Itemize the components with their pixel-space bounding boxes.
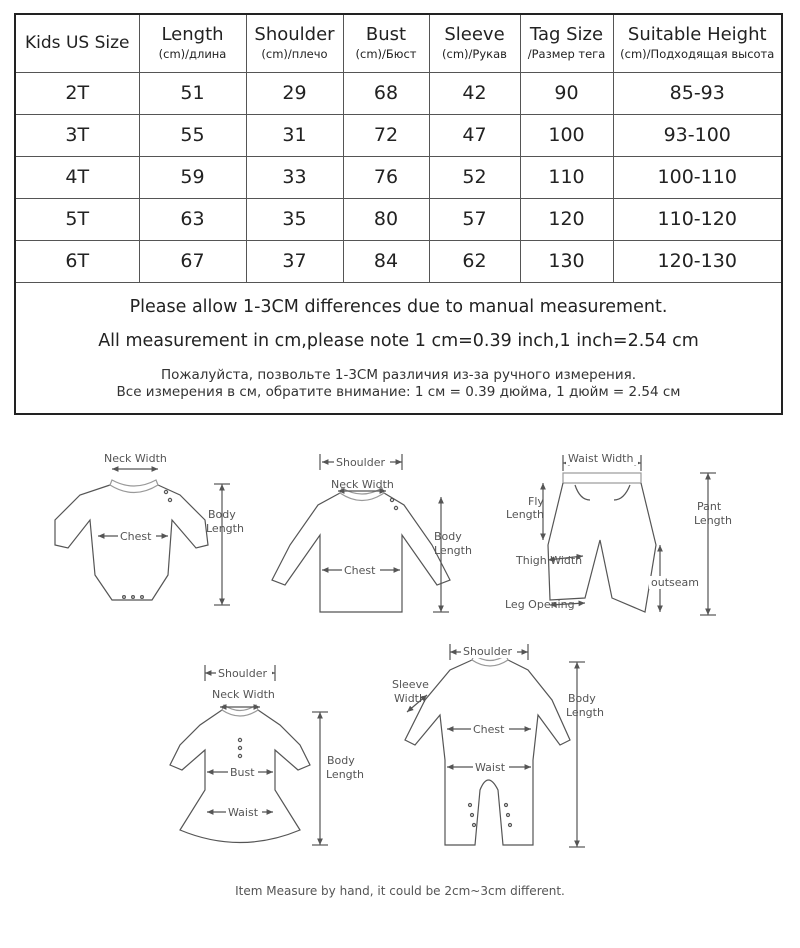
table-cell: 6T bbox=[16, 240, 139, 282]
size-table bbox=[16, 15, 781, 283]
table-cell: 130 bbox=[520, 240, 613, 282]
label-waist: Waist bbox=[475, 761, 506, 774]
label-shoulder: Shoulder bbox=[463, 645, 512, 658]
label-waist: Waist bbox=[228, 806, 259, 819]
label-neck-width: Neck Width bbox=[104, 452, 167, 465]
table-cell: 2T bbox=[16, 72, 139, 114]
table-cell: 72 bbox=[343, 114, 429, 156]
pants-outline bbox=[548, 483, 656, 612]
note-russian-1: Пожалуйста, позвольте 1-3CM различия из-за ручного измерения. bbox=[160, 367, 637, 383]
label-bust: Bust bbox=[230, 766, 255, 779]
label-neck-width: Neck Width bbox=[331, 478, 394, 491]
note-english-2: All measurement in cm,please note 1 cm=0.39 inch,1 inch=2.54 cm bbox=[98, 331, 699, 351]
table-cell: 90 bbox=[520, 72, 613, 114]
label-chest: Chest bbox=[344, 564, 376, 577]
label-body: Body bbox=[208, 508, 236, 521]
table-cell: 33 bbox=[246, 156, 343, 198]
label-length: Length bbox=[566, 706, 604, 719]
table-cell: 29 bbox=[246, 72, 343, 114]
table-cell: 31 bbox=[246, 114, 343, 156]
table-cell: 76 bbox=[343, 156, 429, 198]
table-row bbox=[16, 114, 781, 156]
button-dot bbox=[238, 746, 241, 749]
header-sleeve: Sleeve (cm)/Рукав bbox=[429, 15, 520, 72]
measurement-diagrams bbox=[0, 430, 800, 910]
button-dot bbox=[394, 506, 397, 509]
shirt-outline bbox=[272, 493, 450, 612]
table-cell: 57 bbox=[429, 198, 520, 240]
label-body: Body bbox=[327, 754, 355, 767]
header-suitable-height: Suitable Height (cm)/Подходящая высота bbox=[613, 15, 781, 72]
note-english-1: Please allow 1-3CM differences due to manual measurement. bbox=[129, 297, 668, 317]
label-outseam: outseam bbox=[651, 576, 699, 589]
table-cell: 100-110 bbox=[613, 156, 781, 198]
label-length: Length bbox=[326, 768, 364, 781]
snap-dot bbox=[505, 804, 508, 807]
label-shoulder: Shoulder bbox=[336, 456, 385, 469]
label-body: Body bbox=[434, 530, 462, 543]
table-cell: 100 bbox=[520, 114, 613, 156]
snap-dot bbox=[141, 596, 144, 599]
snap-dot bbox=[509, 824, 512, 827]
table-cell: 67 bbox=[139, 240, 246, 282]
label-waist-width: Waist Width bbox=[568, 452, 634, 465]
label-body: Body bbox=[568, 692, 596, 705]
table-cell: 55 bbox=[139, 114, 246, 156]
label-length: Length bbox=[434, 544, 472, 557]
table-row bbox=[16, 240, 781, 282]
label-chest: Chest bbox=[473, 723, 505, 736]
snap-dot bbox=[469, 804, 472, 807]
table-cell: 110-120 bbox=[613, 198, 781, 240]
label-sleeve-width: Width bbox=[394, 692, 426, 705]
table-cell: 68 bbox=[343, 72, 429, 114]
button-dot bbox=[168, 498, 171, 501]
table-cell: 80 bbox=[343, 198, 429, 240]
header-tag-size: Tag Size /Размер тега bbox=[520, 15, 613, 72]
table-cell: 42 bbox=[429, 72, 520, 114]
header-bust: Bust (cm)/Бюст bbox=[343, 15, 429, 72]
label-fly: Fly bbox=[528, 495, 544, 508]
bodysuit-collar bbox=[110, 480, 158, 493]
button-dot bbox=[390, 498, 393, 501]
snap-dot bbox=[123, 596, 126, 599]
table-cell: 93-100 bbox=[613, 114, 781, 156]
table-cell: 63 bbox=[139, 198, 246, 240]
table-cell: 84 bbox=[343, 240, 429, 282]
table-cell: 52 bbox=[429, 156, 520, 198]
waistband bbox=[563, 473, 641, 483]
label-pant-length: Length bbox=[694, 514, 732, 527]
table-cell: 37 bbox=[246, 240, 343, 282]
header-shoulder: Shoulder (cm)/плечо bbox=[246, 15, 343, 72]
label-sleeve: Sleeve bbox=[392, 678, 429, 691]
pants-diagram bbox=[543, 455, 716, 615]
table-row bbox=[16, 72, 781, 114]
table-cell: 51 bbox=[139, 72, 246, 114]
header-kids-us-size: Kids US Size bbox=[16, 15, 139, 72]
diagram-canvas bbox=[0, 430, 800, 880]
romper-outline bbox=[405, 660, 570, 845]
table-cell: 3T bbox=[16, 114, 139, 156]
pocket-line bbox=[575, 485, 590, 500]
label-chest: Chest bbox=[120, 530, 152, 543]
label-fly-length: Length bbox=[506, 508, 544, 521]
table-cell: 5T bbox=[16, 198, 139, 240]
snap-dot bbox=[507, 814, 510, 817]
table-cell: 120-130 bbox=[613, 240, 781, 282]
table-cell: 120 bbox=[520, 198, 613, 240]
snap-dot bbox=[473, 824, 476, 827]
label-thigh-width: Thigh Width bbox=[516, 554, 583, 567]
label-shoulder: Shoulder bbox=[218, 667, 267, 680]
label-pant: Pant bbox=[697, 500, 722, 513]
table-row bbox=[16, 156, 781, 198]
table-cell: 110 bbox=[520, 156, 613, 198]
table-cell: 59 bbox=[139, 156, 246, 198]
table-cell: 62 bbox=[429, 240, 520, 282]
button-dot bbox=[238, 754, 241, 757]
romper-diagram bbox=[405, 644, 585, 847]
button-dot bbox=[164, 490, 167, 493]
label-neck-width: Neck Width bbox=[212, 688, 275, 701]
table-cell: 35 bbox=[246, 198, 343, 240]
table-row bbox=[16, 198, 781, 240]
label-length: Length bbox=[206, 522, 244, 535]
table-cell: 47 bbox=[429, 114, 520, 156]
pocket-line bbox=[614, 485, 630, 500]
snap-dot bbox=[471, 814, 474, 817]
footer-note: Item Measure by hand, it could be 2cm~3cm different. bbox=[235, 884, 565, 898]
table-header-row bbox=[16, 15, 781, 72]
button-dot bbox=[238, 738, 241, 741]
size-chart bbox=[14, 13, 783, 415]
table-cell: 85-93 bbox=[613, 72, 781, 114]
note-russian-2: Все измерения в см, обратите внимание: 1 см = 0.39 дюйма, 1 дюйм = 2.54 см bbox=[116, 384, 681, 400]
header-length: Length (cm)/длина bbox=[139, 15, 246, 72]
label-leg-opening: Leg Opening bbox=[505, 598, 575, 611]
table-cell: 4T bbox=[16, 156, 139, 198]
snap-dot bbox=[132, 596, 135, 599]
